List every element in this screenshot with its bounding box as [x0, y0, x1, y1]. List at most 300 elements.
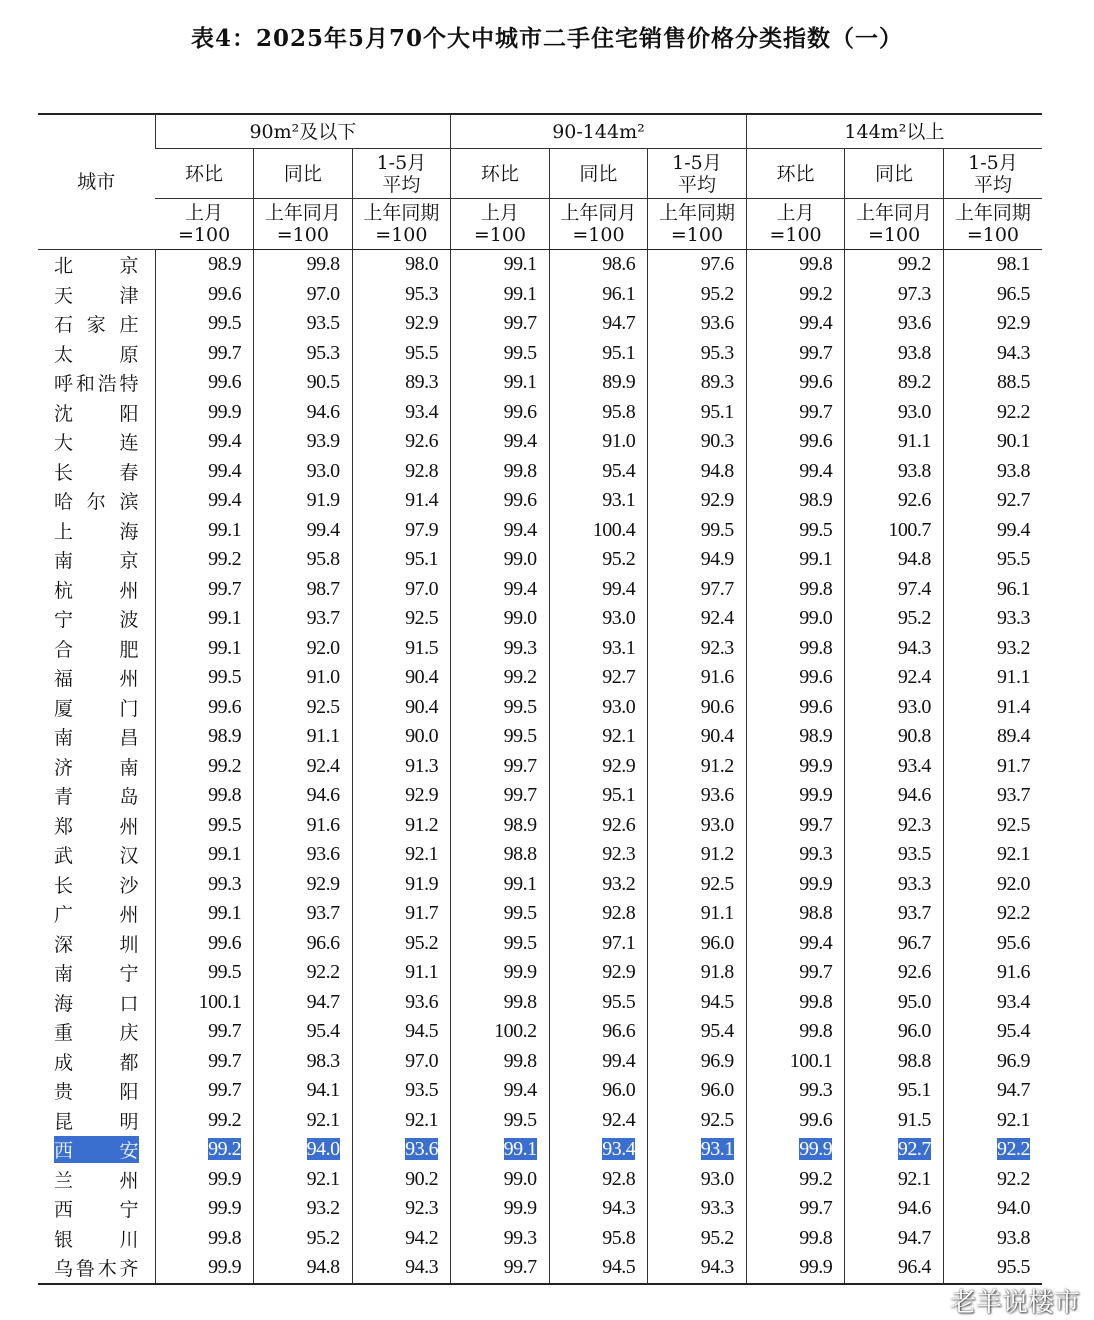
value-cell — [549, 309, 648, 339]
value-cell — [648, 722, 747, 752]
index-value: 92.2 — [997, 1138, 1030, 1161]
value-cell — [943, 988, 1042, 1018]
city-name: 沈阳 — [54, 402, 139, 425]
index-value: 99.9 — [503, 1197, 537, 1220]
value-cell — [549, 870, 648, 900]
header-metric: 同比 — [549, 149, 648, 199]
index-value: 99.4 — [503, 518, 537, 541]
index-value: 92.9 — [405, 784, 439, 807]
value-cell — [943, 368, 1042, 398]
value-cell — [352, 309, 451, 339]
value-cell — [845, 339, 944, 369]
header-city: 城市 — [38, 114, 155, 250]
index-value: 91.1 — [405, 961, 439, 984]
index-value: 93.0 — [700, 813, 734, 836]
index-value: 91.8 — [700, 961, 734, 984]
value-cell — [352, 929, 451, 959]
index-value: 99.7 — [799, 813, 833, 836]
table-row — [38, 634, 1042, 664]
index-value: 99.9 — [208, 1167, 242, 1190]
value-cell — [549, 634, 648, 664]
value-cell — [746, 1106, 845, 1136]
value-cell — [648, 1165, 747, 1195]
value-cell — [943, 1047, 1042, 1077]
value-cell — [155, 280, 254, 310]
value-cell — [943, 663, 1042, 693]
city-name: 西安 — [54, 1136, 139, 1163]
index-value: 99.7 — [208, 577, 242, 600]
value-cell — [943, 693, 1042, 723]
value-cell — [648, 1017, 747, 1047]
header-group-large: 144m²以上 — [746, 114, 1042, 149]
value-cell — [943, 752, 1042, 782]
value-cell — [845, 280, 944, 310]
index-value: 99.8 — [799, 636, 833, 659]
value-cell — [254, 309, 353, 339]
city-cell — [38, 811, 155, 841]
value-cell — [549, 516, 648, 546]
table-row — [38, 870, 1042, 900]
index-value: 92.0 — [997, 872, 1030, 895]
table-row — [38, 398, 1042, 428]
value-cell — [155, 929, 254, 959]
value-cell — [549, 280, 648, 310]
value-cell — [352, 958, 451, 988]
index-value: 95.5 — [997, 1256, 1030, 1279]
value-cell — [845, 811, 944, 841]
index-value: 90.8 — [897, 725, 931, 748]
value-cell — [943, 309, 1042, 339]
index-value: 91.2 — [700, 843, 734, 866]
index-value: 95.2 — [306, 1226, 340, 1249]
index-value: 90.6 — [700, 695, 734, 718]
table-row — [38, 368, 1042, 398]
value-cell — [254, 516, 353, 546]
header-base: 上年同月 =100 — [254, 199, 353, 250]
value-cell — [943, 250, 1042, 280]
value-cell — [943, 427, 1042, 457]
value-cell — [451, 899, 550, 929]
value-cell — [155, 339, 254, 369]
index-value: 93.6 — [405, 990, 439, 1013]
index-value: 99.7 — [799, 341, 833, 364]
value-cell — [155, 250, 254, 280]
index-value: 93.8 — [997, 459, 1030, 482]
index-value: 97.6 — [700, 253, 734, 276]
value-cell — [648, 427, 747, 457]
value-cell — [648, 250, 747, 280]
index-value: 99.2 — [208, 1108, 242, 1131]
value-cell — [254, 663, 353, 693]
index-value: 95.3 — [405, 282, 439, 305]
index-value: 99.3 — [503, 636, 537, 659]
value-cell — [352, 457, 451, 487]
index-value: 99.6 — [799, 371, 833, 394]
index-value: 92.1 — [405, 1108, 439, 1131]
header-metric: 1-5月 平均 — [648, 149, 747, 199]
index-value: 92.2 — [306, 961, 340, 984]
value-cell — [254, 427, 353, 457]
index-value: 92.5 — [700, 872, 734, 895]
index-value: 92.6 — [897, 961, 931, 984]
index-value: 99.9 — [208, 1256, 242, 1279]
value-cell — [352, 1253, 451, 1284]
value-cell — [648, 1194, 747, 1224]
value-cell — [648, 1047, 747, 1077]
table-row — [38, 575, 1042, 605]
index-value: 93.0 — [700, 1167, 734, 1190]
index-value: 94.6 — [306, 784, 340, 807]
value-cell — [155, 1076, 254, 1106]
index-value: 99.1 — [208, 843, 242, 866]
value-cell — [155, 604, 254, 634]
value-cell — [746, 958, 845, 988]
value-cell — [746, 1047, 845, 1077]
value-cell — [845, 988, 944, 1018]
index-value: 95.5 — [997, 548, 1030, 571]
value-cell — [155, 988, 254, 1018]
index-value: 99.4 — [306, 518, 340, 541]
index-value: 93.4 — [997, 990, 1030, 1013]
table-row — [38, 604, 1042, 634]
value-cell — [254, 958, 353, 988]
city-cell — [38, 309, 155, 339]
index-value: 91.7 — [997, 754, 1030, 777]
value-cell — [155, 398, 254, 428]
header-base: 上年同期 =100 — [943, 199, 1042, 250]
value-cell — [254, 929, 353, 959]
city-cell — [38, 457, 155, 487]
city-cell — [38, 693, 155, 723]
value-cell — [254, 634, 353, 664]
value-cell — [352, 663, 451, 693]
value-cell — [549, 575, 648, 605]
header-metric: 1-5月 平均 — [943, 149, 1042, 199]
header-metric: 环比 — [155, 149, 254, 199]
value-cell — [451, 280, 550, 310]
value-cell — [746, 398, 845, 428]
value-cell — [746, 1224, 845, 1254]
value-cell — [352, 1047, 451, 1077]
index-value: 91.7 — [405, 902, 439, 925]
index-value: 93.0 — [897, 400, 931, 423]
table-row — [38, 1047, 1042, 1077]
index-value: 99.5 — [503, 341, 537, 364]
index-value: 93.7 — [997, 784, 1030, 807]
index-value: 96.1 — [602, 282, 636, 305]
value-cell — [155, 958, 254, 988]
index-value: 99.8 — [503, 1049, 537, 1072]
index-value: 96.0 — [700, 931, 734, 954]
value-cell — [845, 929, 944, 959]
value-cell — [254, 398, 353, 428]
value-cell — [451, 1076, 550, 1106]
index-value: 93.0 — [306, 459, 340, 482]
city-name: 天津 — [54, 284, 139, 307]
table-row — [38, 663, 1042, 693]
value-cell — [845, 368, 944, 398]
index-value: 99.8 — [799, 1020, 833, 1043]
value-cell — [352, 811, 451, 841]
header-row-metrics — [38, 149, 1042, 199]
value-cell — [254, 604, 353, 634]
value-cell — [648, 634, 747, 664]
value-cell — [746, 693, 845, 723]
value-cell — [451, 486, 550, 516]
value-cell — [451, 693, 550, 723]
value-cell — [746, 427, 845, 457]
value-cell — [845, 457, 944, 487]
index-value: 99.5 — [208, 666, 242, 689]
value-cell — [155, 634, 254, 664]
value-cell — [943, 280, 1042, 310]
index-value: 98.1 — [997, 253, 1030, 276]
city-name: 青岛 — [54, 786, 139, 809]
index-value: 99.3 — [208, 872, 242, 895]
index-value: 99.2 — [208, 548, 242, 571]
table-row — [38, 427, 1042, 457]
table-row — [38, 929, 1042, 959]
index-value: 98.7 — [306, 577, 340, 600]
index-value: 90.4 — [700, 725, 734, 748]
index-value: 99.7 — [208, 1049, 242, 1072]
value-cell — [451, 339, 550, 369]
value-cell — [352, 368, 451, 398]
city-cell — [38, 1194, 155, 1224]
city-cell — [38, 988, 155, 1018]
index-value: 95.1 — [602, 341, 636, 364]
value-cell — [549, 958, 648, 988]
value-cell — [549, 899, 648, 929]
value-cell — [746, 486, 845, 516]
index-value: 94.7 — [306, 990, 340, 1013]
index-value: 91.5 — [405, 636, 439, 659]
index-value: 92.9 — [602, 754, 636, 777]
value-cell — [845, 1076, 944, 1106]
header-base: 上年同月 =100 — [549, 199, 648, 250]
index-value: 99.5 — [503, 902, 537, 925]
city-name: 长沙 — [54, 874, 139, 897]
value-cell — [845, 693, 944, 723]
index-value: 92.6 — [897, 489, 931, 512]
value-cell — [746, 575, 845, 605]
index-value: 95.8 — [602, 400, 636, 423]
value-cell — [451, 634, 550, 664]
value-cell — [451, 398, 550, 428]
value-cell — [451, 1194, 550, 1224]
index-value: 93.6 — [897, 312, 931, 335]
city-name: 宁波 — [54, 609, 139, 632]
value-cell — [451, 781, 550, 811]
value-cell — [845, 781, 944, 811]
value-cell — [549, 427, 648, 457]
value-cell — [352, 545, 451, 575]
city-cell — [38, 250, 155, 280]
value-cell — [549, 781, 648, 811]
value-cell — [648, 870, 747, 900]
value-cell — [155, 899, 254, 929]
value-cell — [451, 309, 550, 339]
value-cell — [549, 1165, 648, 1195]
index-value: 99.5 — [208, 961, 242, 984]
value-cell — [943, 958, 1042, 988]
index-value: 99.3 — [503, 1226, 537, 1249]
value-cell — [155, 516, 254, 546]
value-cell — [648, 398, 747, 428]
index-value: 93.5 — [405, 1079, 439, 1102]
index-value: 95.4 — [306, 1020, 340, 1043]
city-cell — [38, 840, 155, 870]
index-value: 93.0 — [897, 695, 931, 718]
value-cell — [352, 339, 451, 369]
value-cell — [648, 604, 747, 634]
index-value: 93.3 — [997, 607, 1030, 630]
index-value: 88.5 — [997, 371, 1030, 394]
value-cell — [254, 722, 353, 752]
city-name: 南宁 — [54, 963, 139, 986]
value-cell — [254, 1076, 353, 1106]
value-cell — [746, 1194, 845, 1224]
index-value: 99.9 — [208, 1197, 242, 1220]
index-value: 98.9 — [503, 813, 537, 836]
city-name: 长春 — [54, 461, 139, 484]
city-cell — [38, 958, 155, 988]
value-cell — [845, 1194, 944, 1224]
value-cell — [254, 1224, 353, 1254]
index-value: 95.8 — [602, 1226, 636, 1249]
value-cell — [648, 1224, 747, 1254]
value-cell — [451, 1017, 550, 1047]
index-value: 92.1 — [997, 843, 1030, 866]
value-cell — [648, 457, 747, 487]
header-metric: 环比 — [746, 149, 845, 199]
value-cell — [352, 634, 451, 664]
value-cell — [155, 368, 254, 398]
value-cell — [352, 752, 451, 782]
city-cell — [38, 1076, 155, 1106]
index-value: 99.8 — [799, 990, 833, 1013]
value-cell — [845, 1017, 944, 1047]
value-cell — [746, 899, 845, 929]
value-cell — [648, 309, 747, 339]
index-value: 93.4 — [602, 1138, 636, 1161]
value-cell — [254, 486, 353, 516]
index-value: 99.0 — [799, 607, 833, 630]
value-cell — [549, 929, 648, 959]
value-cell — [648, 752, 747, 782]
value-cell — [845, 250, 944, 280]
index-value: 95.0 — [897, 990, 931, 1013]
value-cell — [549, 693, 648, 723]
header-metric: 环比 — [451, 149, 550, 199]
value-cell — [746, 339, 845, 369]
index-value: 99.5 — [208, 813, 242, 836]
table-row — [38, 280, 1042, 310]
index-value: 99.4 — [503, 430, 537, 453]
index-value: 93.2 — [306, 1197, 340, 1220]
index-value: 92.8 — [602, 1167, 636, 1190]
index-value: 95.5 — [405, 341, 439, 364]
value-cell — [648, 988, 747, 1018]
value-cell — [943, 870, 1042, 900]
index-value: 92.2 — [997, 902, 1030, 925]
index-value: 99.9 — [799, 1138, 833, 1161]
index-value: 91.9 — [405, 872, 439, 895]
index-value: 99.7 — [208, 1020, 242, 1043]
value-cell — [648, 545, 747, 575]
value-cell — [254, 575, 353, 605]
table-row — [38, 722, 1042, 752]
header-metric: 1-5月 平均 — [352, 149, 451, 199]
index-value: 91.2 — [700, 754, 734, 777]
city-cell — [38, 1253, 155, 1284]
index-value: 99.8 — [799, 253, 833, 276]
value-cell — [352, 1194, 451, 1224]
value-cell — [155, 722, 254, 752]
city-cell — [38, 781, 155, 811]
city-cell — [38, 545, 155, 575]
city-name: 合肥 — [54, 638, 139, 661]
index-value: 99.5 — [700, 518, 734, 541]
value-cell — [352, 280, 451, 310]
value-cell — [746, 516, 845, 546]
index-value: 92.1 — [306, 1108, 340, 1131]
value-cell — [943, 722, 1042, 752]
city-cell — [38, 398, 155, 428]
value-cell — [451, 1253, 550, 1284]
value-cell — [352, 899, 451, 929]
table-row — [38, 693, 1042, 723]
city-name: 哈尔滨 — [54, 491, 139, 514]
value-cell — [352, 486, 451, 516]
index-value: 94.2 — [405, 1226, 439, 1249]
value-cell — [746, 1076, 845, 1106]
index-value: 91.4 — [405, 489, 439, 512]
index-value: 90.5 — [306, 371, 340, 394]
city-name: 太原 — [54, 343, 139, 366]
value-cell — [943, 899, 1042, 929]
index-value: 98.8 — [897, 1049, 931, 1072]
value-cell — [845, 1224, 944, 1254]
city-cell — [38, 1106, 155, 1136]
index-value: 92.5 — [306, 695, 340, 718]
index-value: 94.6 — [306, 400, 340, 423]
index-value: 91.6 — [700, 666, 734, 689]
value-cell — [155, 870, 254, 900]
index-value: 98.9 — [799, 725, 833, 748]
city-name: 乌鲁木齐 — [54, 1258, 139, 1281]
table-row — [38, 988, 1042, 1018]
city-cell — [38, 604, 155, 634]
price-index-table — [38, 113, 1042, 1285]
value-cell — [746, 604, 845, 634]
value-cell — [451, 811, 550, 841]
city-name: 石家庄 — [54, 314, 139, 337]
index-value: 94.3 — [997, 341, 1030, 364]
value-cell — [549, 1017, 648, 1047]
index-value: 96.0 — [897, 1020, 931, 1043]
city-cell — [38, 634, 155, 664]
value-cell — [549, 1076, 648, 1106]
index-value: 92.1 — [897, 1167, 931, 1190]
value-cell — [451, 368, 550, 398]
city-name: 呼和浩特 — [54, 373, 139, 396]
index-value: 93.0 — [602, 607, 636, 630]
city-cell — [38, 870, 155, 900]
index-value: 94.0 — [997, 1197, 1030, 1220]
table-body — [38, 250, 1042, 1284]
value-cell — [451, 1135, 550, 1165]
